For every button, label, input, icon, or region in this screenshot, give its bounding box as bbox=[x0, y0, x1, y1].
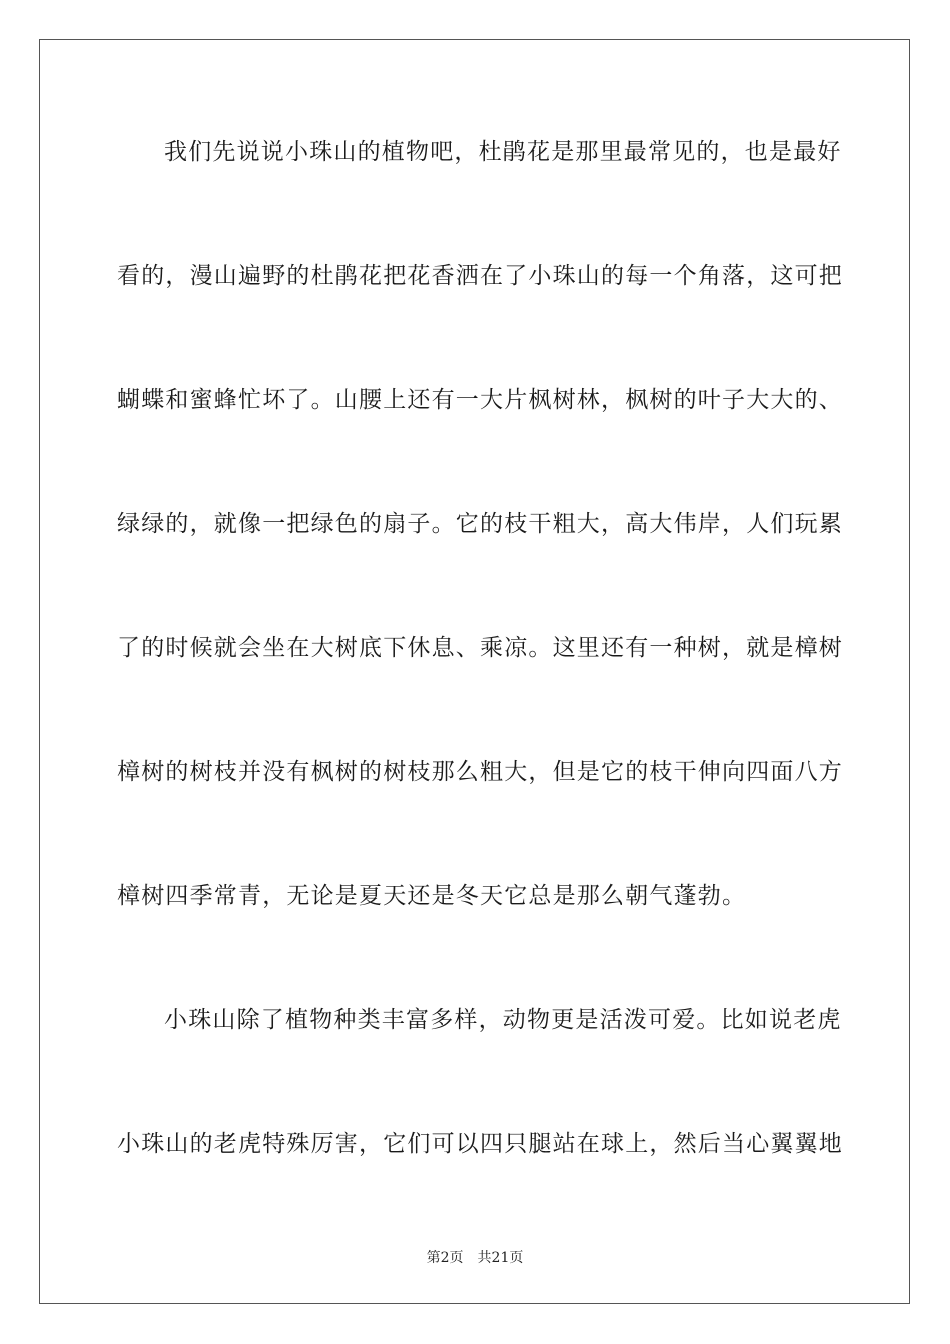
paragraph-1-line-7: 樟树四季常青，无论是夏天还是冬天它总是那么朝气蓬勃。 bbox=[117, 883, 747, 909]
paragraph-2-line-2: 小珠山的老虎特殊厉害，它们可以四只腿站在球上，然后当心翼翼地 bbox=[117, 1131, 843, 1157]
paragraph-2-line-1: 小珠山除了植物种类丰富多样，动物更是活泼可爱。比如说老虎 bbox=[164, 1007, 842, 1033]
page-number-current: 第2页 bbox=[426, 1250, 464, 1266]
paragraph-1-line-3: 蝴蝶和蜜蜂忙坏了。山腰上还有一大片枫树林，枫树的叶子大大的、 bbox=[117, 387, 843, 413]
paragraph-1-line-1: 我们先说说小珠山的植物吧，杜鹃花是那里最常见的，也是最好 bbox=[164, 139, 842, 165]
document-body bbox=[117, 120, 843, 1236]
paragraph-1-line-5: 了的时候就会坐在大树底下休息、乘凉。这里还有一种树，就是樟树 bbox=[117, 635, 843, 661]
page-number-total: 共21页 bbox=[477, 1250, 524, 1266]
paragraph-1-line-2: 看的，漫山遍野的杜鹃花把花香洒在了小珠山的每一个角落，这可把 bbox=[117, 263, 843, 289]
paragraph-1-line-4: 绿绿的，就像一把绿色的扇子。它的枝干粗大，高大伟岸，人们玩累 bbox=[117, 511, 843, 537]
page-footer bbox=[0, 1247, 950, 1267]
paragraph-1-line-6: 樟树的树枝并没有枫树的树枝那么粗大，但是它的枝干伸向四面八方 bbox=[117, 759, 843, 785]
